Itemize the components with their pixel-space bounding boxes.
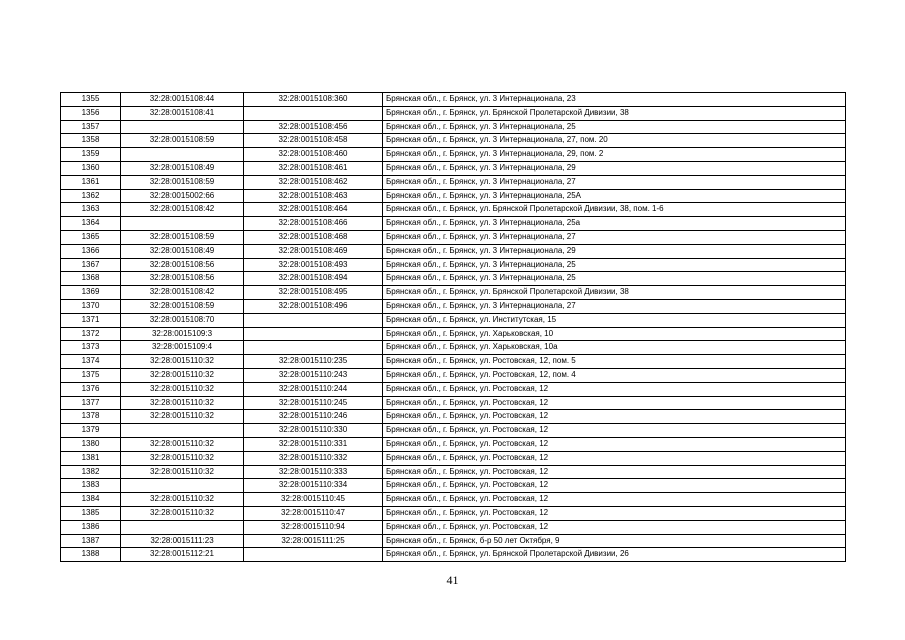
- parcel-cadastral-number-cell: 32:28:0015108:70: [121, 313, 244, 327]
- address-cell: Брянская обл., г. Брянск, ул. 3 Интернационала, 23: [383, 93, 846, 107]
- object-cadastral-number-cell: 32:28:0015108:458: [244, 134, 383, 148]
- row-number-cell: 1358: [61, 134, 121, 148]
- parcel-cadastral-number-cell: 32:28:0015112:21: [121, 548, 244, 562]
- object-cadastral-number-cell: 32:28:0015110:94: [244, 520, 383, 534]
- parcel-cadastral-number-cell: [121, 479, 244, 493]
- table-row: [61, 272, 846, 286]
- table-row: [61, 534, 846, 548]
- parcel-cadastral-number-cell: 32:28:0015108:59: [121, 299, 244, 313]
- address-cell: Брянская обл., г. Брянск, ул. Ростовская, 12, пом. 4: [383, 368, 846, 382]
- address-cell: Брянская обл., г. Брянск, ул. Ростовская, 12: [383, 396, 846, 410]
- object-cadastral-number-cell: 32:28:0015108:469: [244, 244, 383, 258]
- parcel-cadastral-number-cell: 32:28:0015110:32: [121, 410, 244, 424]
- parcel-cadastral-number-cell: 32:28:0015110:32: [121, 355, 244, 369]
- table-row: [61, 189, 846, 203]
- object-cadastral-number-cell: 32:28:0015108:464: [244, 203, 383, 217]
- row-number-cell: 1376: [61, 382, 121, 396]
- object-cadastral-number-cell: 32:28:0015110:246: [244, 410, 383, 424]
- address-cell: Брянская обл., г. Брянск, ул. 3 Интернационала, 25а: [383, 217, 846, 231]
- address-cell: Брянская обл., г. Брянск, ул. Харьковская, 10а: [383, 341, 846, 355]
- address-cell: Брянская обл., г. Брянск, ул. Ростовская, 12: [383, 520, 846, 534]
- object-cadastral-number-cell: 32:28:0015108:495: [244, 286, 383, 300]
- object-cadastral-number-cell: 32:28:0015110:331: [244, 437, 383, 451]
- address-cell: Брянская обл., г. Брянск, ул. 3 Интернационала, 27: [383, 299, 846, 313]
- object-cadastral-number-cell: 32:28:0015111:25: [244, 534, 383, 548]
- address-cell: Брянская обл., г. Брянск, ул. Ростовская, 12: [383, 382, 846, 396]
- object-cadastral-number-cell: 32:28:0015108:360: [244, 93, 383, 107]
- table-row: [61, 506, 846, 520]
- parcel-cadastral-number-cell: 32:28:0015111:23: [121, 534, 244, 548]
- address-cell: Брянская обл., г. Брянск, ул. 3 Интернационала, 27: [383, 230, 846, 244]
- row-number-cell: 1380: [61, 437, 121, 451]
- address-cell: Брянская обл., г. Брянск, ул. Ростовская, 12: [383, 506, 846, 520]
- address-cell: Брянская обл., г. Брянск, ул. Брянской Пролетарской Дивизии, 38: [383, 286, 846, 300]
- document-page: [60, 92, 845, 562]
- page-number: 41: [446, 573, 459, 587]
- address-cell: Брянская обл., г. Брянск, ул. 3 Интернационала, 25: [383, 258, 846, 272]
- address-cell: Брянская обл., г. Брянск, ул. Ростовская, 12: [383, 451, 846, 465]
- object-cadastral-number-cell: [244, 548, 383, 562]
- parcel-cadastral-number-cell: 32:28:0015108:59: [121, 230, 244, 244]
- row-number-cell: 1378: [61, 410, 121, 424]
- table-row: [61, 341, 846, 355]
- row-number-cell: 1361: [61, 175, 121, 189]
- object-cadastral-number-cell: 32:28:0015108:493: [244, 258, 383, 272]
- parcel-cadastral-number-cell: 32:28:0015109:3: [121, 327, 244, 341]
- object-cadastral-number-cell: 32:28:0015108:456: [244, 120, 383, 134]
- row-number-cell: 1357: [61, 120, 121, 134]
- row-number-cell: 1369: [61, 286, 121, 300]
- table-row: [61, 313, 846, 327]
- table-row: [61, 451, 846, 465]
- parcel-cadastral-number-cell: 32:28:0015110:32: [121, 506, 244, 520]
- table-row: [61, 437, 846, 451]
- table-row: [61, 368, 846, 382]
- parcel-cadastral-number-cell: 32:28:0015108:49: [121, 161, 244, 175]
- table-row: [61, 396, 846, 410]
- table-row: [61, 93, 846, 107]
- row-number-cell: 1386: [61, 520, 121, 534]
- object-cadastral-number-cell: 32:28:0015110:243: [244, 368, 383, 382]
- parcel-cadastral-number-cell: [121, 424, 244, 438]
- table-row: [61, 175, 846, 189]
- table-row: [61, 299, 846, 313]
- address-cell: Брянская обл., г. Брянск, ул. Харьковская, 10: [383, 327, 846, 341]
- parcel-cadastral-number-cell: 32:28:0015108:42: [121, 286, 244, 300]
- parcel-cadastral-number-cell: 32:28:0015110:32: [121, 382, 244, 396]
- object-cadastral-number-cell: [244, 313, 383, 327]
- address-cell: Брянская обл., г. Брянск, ул. Брянской Пролетарской Дивизии, 26: [383, 548, 846, 562]
- parcel-cadastral-number-cell: 32:28:0015108:49: [121, 244, 244, 258]
- parcel-cadastral-number-cell: 32:28:0015108:44: [121, 93, 244, 107]
- address-cell: Брянская обл., г. Брянск, ул. Брянской Пролетарской Дивизии, 38, пом. 1-6: [383, 203, 846, 217]
- object-cadastral-number-cell: 32:28:0015110:334: [244, 479, 383, 493]
- row-number-cell: 1377: [61, 396, 121, 410]
- parcel-cadastral-number-cell: 32:28:0015108:41: [121, 106, 244, 120]
- table-row: [61, 106, 846, 120]
- parcel-cadastral-number-cell: 32:28:0015108:59: [121, 175, 244, 189]
- parcel-cadastral-number-cell: 32:28:0015108:59: [121, 134, 244, 148]
- table-row: [61, 120, 846, 134]
- row-number-cell: 1385: [61, 506, 121, 520]
- table-row: [61, 548, 846, 562]
- address-cell: Брянская обл., г. Брянск, ул. Ростовская, 12: [383, 493, 846, 507]
- object-cadastral-number-cell: [244, 106, 383, 120]
- cadastral-registry-table: [60, 92, 846, 562]
- table-row: [61, 465, 846, 479]
- row-number-cell: 1363: [61, 203, 121, 217]
- parcel-cadastral-number-cell: 32:28:0015109:4: [121, 341, 244, 355]
- object-cadastral-number-cell: 32:28:0015108:463: [244, 189, 383, 203]
- table-row: [61, 217, 846, 231]
- row-number-cell: 1381: [61, 451, 121, 465]
- address-cell: Брянская обл., г. Брянск, ул. 3 Интернационала, 27: [383, 175, 846, 189]
- address-cell: Брянская обл., г. Брянск, ул. Ростовская, 12, пом. 5: [383, 355, 846, 369]
- table-row: [61, 327, 846, 341]
- address-cell: Брянская обл., г. Брянск, ул. 3 Интернационала, 25: [383, 272, 846, 286]
- address-cell: Брянская обл., г. Брянск, ул. Ростовская, 12: [383, 465, 846, 479]
- table-row: [61, 382, 846, 396]
- object-cadastral-number-cell: [244, 327, 383, 341]
- parcel-cadastral-number-cell: 32:28:0015110:32: [121, 368, 244, 382]
- table-row: [61, 410, 846, 424]
- address-cell: Брянская обл., г. Брянск, ул. Брянской Пролетарской Дивизии, 38: [383, 106, 846, 120]
- row-number-cell: 1373: [61, 341, 121, 355]
- row-number-cell: 1372: [61, 327, 121, 341]
- table-row: [61, 479, 846, 493]
- parcel-cadastral-number-cell: [121, 520, 244, 534]
- object-cadastral-number-cell: 32:28:0015108:460: [244, 148, 383, 162]
- parcel-cadastral-number-cell: 32:28:0015110:32: [121, 493, 244, 507]
- parcel-cadastral-number-cell: 32:28:0015108:56: [121, 258, 244, 272]
- parcel-cadastral-number-cell: 32:28:0015108:56: [121, 272, 244, 286]
- address-cell: Брянская обл., г. Брянск, ул. 3 Интернационала, 25: [383, 120, 846, 134]
- row-number-cell: 1375: [61, 368, 121, 382]
- address-cell: Брянская обл., г. Брянск, ул. 3 Интернационала, 27, пом. 20: [383, 134, 846, 148]
- row-number-cell: 1366: [61, 244, 121, 258]
- parcel-cadastral-number-cell: [121, 120, 244, 134]
- object-cadastral-number-cell: 32:28:0015108:462: [244, 175, 383, 189]
- table-row: [61, 134, 846, 148]
- address-cell: Брянская обл., г. Брянск, ул. Ростовская, 12: [383, 410, 846, 424]
- object-cadastral-number-cell: 32:28:0015110:333: [244, 465, 383, 479]
- table-row: [61, 286, 846, 300]
- row-number-cell: 1374: [61, 355, 121, 369]
- table-row: [61, 424, 846, 438]
- object-cadastral-number-cell: 32:28:0015110:235: [244, 355, 383, 369]
- table-row: [61, 258, 846, 272]
- address-cell: Брянская обл., г. Брянск, ул. 3 Интернационала, 29: [383, 161, 846, 175]
- parcel-cadastral-number-cell: 32:28:0015110:32: [121, 396, 244, 410]
- object-cadastral-number-cell: 32:28:0015108:494: [244, 272, 383, 286]
- table-row: [61, 148, 846, 162]
- address-cell: Брянская обл., г. Брянск, ул. 3 Интернационала, 25А: [383, 189, 846, 203]
- address-cell: Брянская обл., г. Брянск, ул. 3 Интернационала, 29: [383, 244, 846, 258]
- object-cadastral-number-cell: 32:28:0015110:245: [244, 396, 383, 410]
- row-number-cell: 1356: [61, 106, 121, 120]
- address-cell: Брянская обл., г. Брянск, ул. Ростовская, 12: [383, 424, 846, 438]
- object-cadastral-number-cell: 32:28:0015110:45: [244, 493, 383, 507]
- address-cell: Брянская обл., г. Брянск, ул. 3 Интернационала, 29, пом. 2: [383, 148, 846, 162]
- table-row: [61, 520, 846, 534]
- row-number-cell: 1355: [61, 93, 121, 107]
- row-number-cell: 1370: [61, 299, 121, 313]
- object-cadastral-number-cell: 32:28:0015110:332: [244, 451, 383, 465]
- table-body: [61, 93, 846, 562]
- table-row: [61, 203, 846, 217]
- object-cadastral-number-cell: 32:28:0015110:330: [244, 424, 383, 438]
- table-row: [61, 244, 846, 258]
- parcel-cadastral-number-cell: 32:28:0015110:32: [121, 465, 244, 479]
- address-cell: Брянская обл., г. Брянск, ул. Ростовская, 12: [383, 437, 846, 451]
- row-number-cell: 1359: [61, 148, 121, 162]
- row-number-cell: 1382: [61, 465, 121, 479]
- row-number-cell: 1371: [61, 313, 121, 327]
- object-cadastral-number-cell: [244, 341, 383, 355]
- parcel-cadastral-number-cell: 32:28:0015002:66: [121, 189, 244, 203]
- row-number-cell: 1367: [61, 258, 121, 272]
- table-row: [61, 230, 846, 244]
- parcel-cadastral-number-cell: [121, 148, 244, 162]
- object-cadastral-number-cell: 32:28:0015110:244: [244, 382, 383, 396]
- address-cell: Брянская обл., г. Брянск, ул. Ростовская, 12: [383, 479, 846, 493]
- object-cadastral-number-cell: 32:28:0015108:461: [244, 161, 383, 175]
- row-number-cell: 1384: [61, 493, 121, 507]
- table-row: [61, 161, 846, 175]
- row-number-cell: 1364: [61, 217, 121, 231]
- row-number-cell: 1388: [61, 548, 121, 562]
- parcel-cadastral-number-cell: 32:28:0015108:42: [121, 203, 244, 217]
- object-cadastral-number-cell: 32:28:0015110:47: [244, 506, 383, 520]
- object-cadastral-number-cell: 32:28:0015108:468: [244, 230, 383, 244]
- row-number-cell: 1360: [61, 161, 121, 175]
- table-row: [61, 493, 846, 507]
- object-cadastral-number-cell: 32:28:0015108:466: [244, 217, 383, 231]
- address-cell: Брянская обл., г. Брянск, ул. Институтская, 15: [383, 313, 846, 327]
- row-number-cell: 1379: [61, 424, 121, 438]
- parcel-cadastral-number-cell: 32:28:0015110:32: [121, 451, 244, 465]
- row-number-cell: 1383: [61, 479, 121, 493]
- parcel-cadastral-number-cell: 32:28:0015110:32: [121, 437, 244, 451]
- row-number-cell: 1368: [61, 272, 121, 286]
- row-number-cell: 1387: [61, 534, 121, 548]
- row-number-cell: 1362: [61, 189, 121, 203]
- table-row: [61, 355, 846, 369]
- address-cell: Брянская обл., г. Брянск, б-р 50 лет Октября, 9: [383, 534, 846, 548]
- row-number-cell: 1365: [61, 230, 121, 244]
- parcel-cadastral-number-cell: [121, 217, 244, 231]
- object-cadastral-number-cell: 32:28:0015108:496: [244, 299, 383, 313]
